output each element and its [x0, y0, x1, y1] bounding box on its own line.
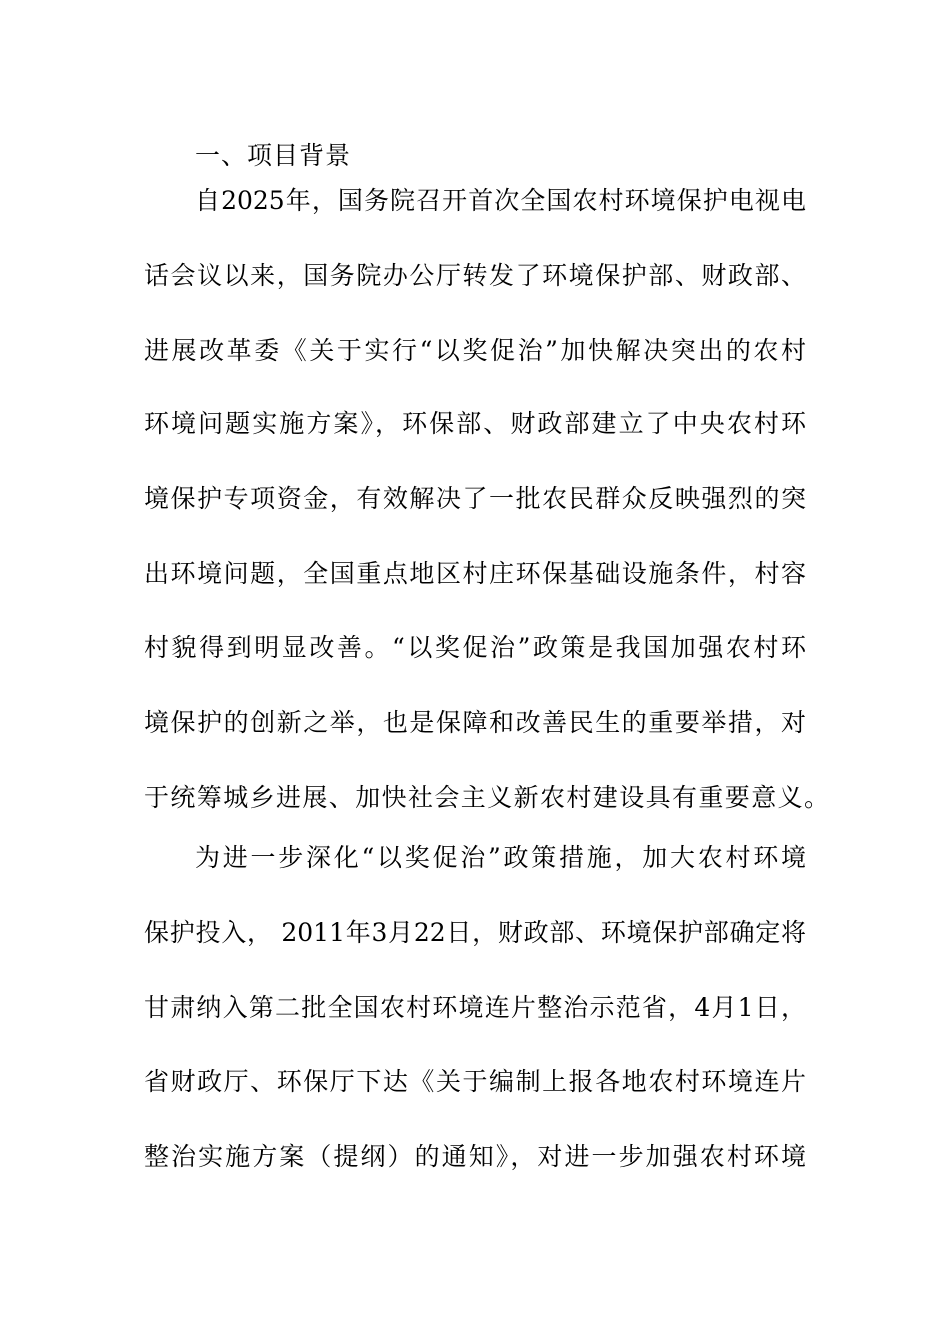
- paragraph-1-line-7: 村貌得到明显改善。“以奖促治”政策是我国加强农村环: [144, 633, 806, 662]
- paragraph-2-line-4: 省财政厅、环保厅下达《关于编制上报各地农村环境连片: [144, 1067, 806, 1096]
- paragraph-2-line-2: 保护投入， 2011年3月22日，财政部、环境保护部确定将: [144, 918, 806, 947]
- paragraph-1-line-4: 环境问题实施方案》，环保部、财政部建立了中央农村环: [144, 409, 806, 438]
- section-heading: 一、项目背景: [195, 141, 352, 170]
- paragraph-1-line-2: 话会议以来，国务院办公厅转发了环境保护部、财政部、: [144, 261, 806, 290]
- paragraph-2-line-5: 整治实施方案（提纲）的通知》，对进一步加强农村环境: [144, 1142, 806, 1171]
- paragraph-2-line-1: 为进一步深化“以奖促治”政策措施，加大农村环境: [195, 843, 806, 872]
- paragraph-1-line-9: 于统筹城乡进展、加快社会主义新农村建设具有重要意义。: [144, 783, 831, 812]
- paragraph-1-line-6: 出环境问题，全国重点地区村庄环保基础设施条件，村容: [144, 559, 806, 588]
- paragraph-1-line-3: 进展改革委《关于实行“以奖促治”加快解决突出的农村: [144, 336, 806, 365]
- paragraph-1-line-1: 自2025年，国务院召开首次全国农村环境保护电视电: [195, 186, 806, 215]
- paragraph-1-line-8: 境保护的创新之举，也是保障和改善民生的重要举措，对: [144, 708, 806, 737]
- paragraph-2-line-3: 甘肃纳入第二批全国农村环境连片整治示范省，4月1日，: [144, 993, 806, 1022]
- paragraph-1-line-5: 境保护专项资金，有效解决了一批农民群众反映强烈的突: [144, 484, 806, 513]
